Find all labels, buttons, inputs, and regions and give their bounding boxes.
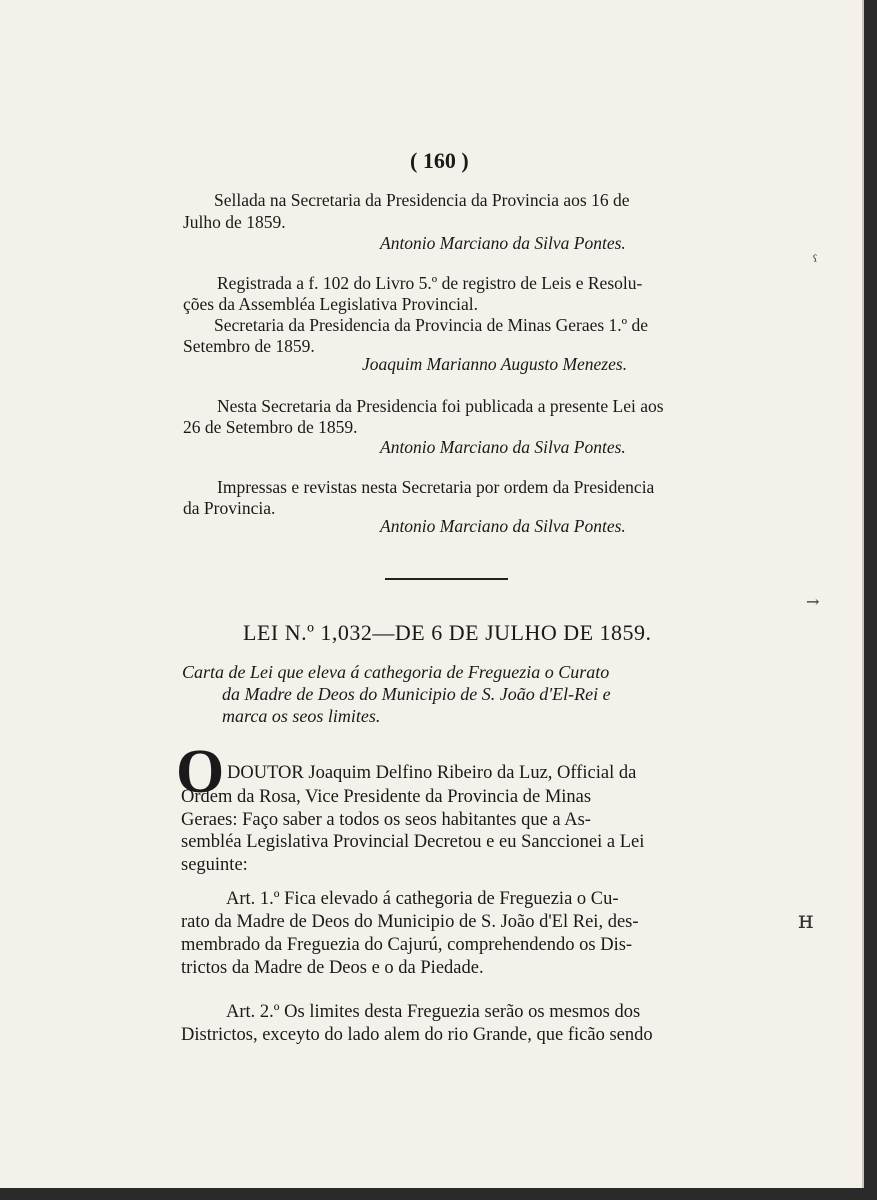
margin-ink-mark: ˤ (813, 252, 818, 271)
preamble-line4: sembléa Legislativa Provincial Decretou e eu Sanccionei a Lei (181, 832, 645, 852)
summary-line1: Carta de Lei que eleva á cathegoria de Freguezia o Curato (182, 662, 610, 682)
preamble-line3: Geraes: Faço saber a todos os seos habitantes que a As- (181, 810, 591, 830)
block2-line2: ções da Assembléa Legislativa Provincial. (183, 294, 478, 314)
art1-line4: trictos da Madre de Deos e o da Piedade. (181, 958, 484, 978)
margin-ink-mark: ʜ (798, 906, 814, 934)
summary-line2: da Madre de Deos do Municipio de S. João d'El-Rei e (222, 684, 611, 704)
block4-line1: Impressas e revistas nesta Secretaria por ordem da Presidencia (217, 477, 655, 497)
section-divider (385, 578, 508, 580)
block3-line2: 26 de Setembro de 1859. (183, 417, 358, 437)
page-number: ( 160 ) (410, 148, 469, 173)
block2-line3: Secretaria da Presidencia da Provincia de Minas Geraes 1.º de (214, 315, 649, 335)
block3-signature: Antonio Marciano da Silva Pontes. (380, 437, 626, 457)
block3-line1: Nesta Secretaria da Presidencia foi publicada a presente Lei aos (217, 396, 664, 416)
block1-line2: Julho de 1859. (183, 212, 286, 232)
block1-signature: Antonio Marciano da Silva Pontes. (380, 233, 626, 253)
block2-line1: Registrada a f. 102 do Livro 5.º de registro de Leis e Resolu- (217, 273, 643, 293)
block4-line2: da Provincia. (183, 498, 276, 518)
art2-line2: Districtos, exceyto do lado alem do rio Grande, que ficão sendo (181, 1025, 653, 1045)
margin-ink-mark: → (806, 592, 820, 611)
art1-line3: membrado da Freguezia do Cajurú, comprehendendo os Dis- (181, 935, 633, 955)
preamble-line5: seguinte: (181, 855, 248, 875)
drop-cap: O (176, 738, 225, 806)
law-title: LEI N.º 1,032—DE 6 DE JULHO DE 1859. (243, 620, 652, 645)
block2-signature: Joaquim Marianno Augusto Menezes. (362, 354, 628, 374)
block1-line1: Sellada na Secretaria da Presidencia da Provincia aos 16 de (214, 190, 630, 210)
preamble-line1: DOUTOR Joaquim Delfino Ribeiro da Luz, Official da (227, 763, 637, 783)
preamble-line2: Ordem da Rosa, Vice Presidente da Provincia de Minas (181, 787, 592, 807)
art2-line1: Art. 2.º Os limites desta Freguezia serão os mesmos dos (226, 1002, 641, 1022)
block2-line4: Setembro de 1859. (183, 336, 315, 356)
block4-signature: Antonio Marciano da Silva Pontes. (380, 516, 626, 536)
art1-line1: Art. 1.º Fica elevado á cathegoria de Freguezia o Cu- (226, 889, 619, 909)
art1-line2: rato da Madre de Deos do Municipio de S. João d'El Rei, des- (181, 912, 639, 932)
summary-line3: marca os seos limites. (222, 706, 381, 726)
